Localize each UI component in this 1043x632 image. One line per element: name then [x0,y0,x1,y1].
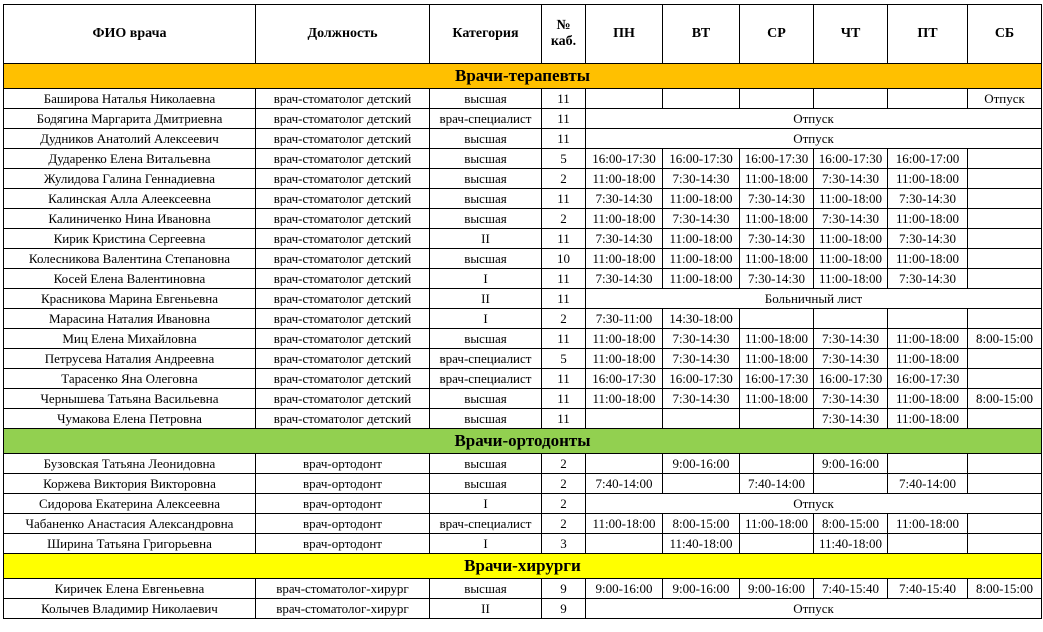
shift-fri: 7:30-14:30 [888,229,968,249]
shift-thu: 8:00-15:00 [814,514,888,534]
table-row [4,189,1042,209]
shift-sat: 8:00-15:00 [968,579,1042,599]
doctor-category: высшая [430,579,542,599]
shift-sat [968,249,1042,269]
room-number: 2 [542,309,586,329]
shift-thu: 16:00-17:30 [814,149,888,169]
shift-thu: 9:00-16:00 [814,454,888,474]
shift-mon [586,454,663,474]
table-row [4,109,1042,129]
doctor-category: врач-специалист [430,369,542,389]
shift-fri: 11:00-18:00 [888,209,968,229]
shift-sat [968,409,1042,429]
header-mon: ПН [586,5,663,64]
shift-wed: 16:00-17:30 [740,149,814,169]
shift-thu [814,309,888,329]
shift-wed: 11:00-18:00 [740,514,814,534]
doctor-name: Киричек Елена Евгеньевна [4,579,256,599]
table-row [4,309,1042,329]
section-title: Врачи-терапевты [4,64,1042,89]
doctor-position: врач-стоматолог детский [256,369,430,389]
table-row [4,369,1042,389]
shift-wed [740,89,814,109]
status-note: Отпуск [586,494,1042,514]
doctor-name: Миц Елена Михайловна [4,329,256,349]
shift-mon [586,534,663,554]
shift-tue: 7:30-14:30 [663,169,740,189]
table-row [4,349,1042,369]
shift-mon: 11:00-18:00 [586,169,663,189]
shift-sat [968,149,1042,169]
shift-fri: 11:00-18:00 [888,169,968,189]
doctor-position: врач-стоматолог детский [256,189,430,209]
shift-fri: 11:00-18:00 [888,389,968,409]
doctor-name: Колесникова Валентина Степановна [4,249,256,269]
doctor-position: врач-ортодонт [256,534,430,554]
table-row [4,229,1042,249]
table-row [4,149,1042,169]
doctor-category: высшая [430,209,542,229]
doctor-position: врач-стоматолог детский [256,149,430,169]
shift-wed: 7:30-14:30 [740,229,814,249]
doctor-category: врач-специалист [430,514,542,534]
room-number: 2 [542,454,586,474]
doctor-name: Красникова Марина Евгеньевна [4,289,256,309]
shift-tue: 7:30-14:30 [663,389,740,409]
doctor-category: II [430,229,542,249]
section-ortodonty-header [4,429,1042,454]
shift-mon: 7:30-14:30 [586,269,663,289]
shift-fri: 11:00-18:00 [888,349,968,369]
doctor-name: Дударенко Елена Витальевна [4,149,256,169]
table-row [4,269,1042,289]
header-room [542,5,586,64]
shift-thu [814,89,888,109]
shift-sat: 8:00-15:00 [968,389,1042,409]
doctor-category: I [430,534,542,554]
doctor-position: врач-стоматолог детский [256,209,430,229]
shift-tue: 16:00-17:30 [663,369,740,389]
shift-sat [968,454,1042,474]
shift-tue: 11:00-18:00 [663,189,740,209]
shift-fri: 11:00-18:00 [888,249,968,269]
doctor-category: I [430,494,542,514]
doctor-category: высшая [430,409,542,429]
shift-thu: 11:40-18:00 [814,534,888,554]
shift-mon: 7:30-14:30 [586,189,663,209]
shift-mon [586,409,663,429]
status-note: Отпуск [586,109,1042,129]
shift-mon [586,89,663,109]
shift-thu: 16:00-17:30 [814,369,888,389]
shift-mon: 11:00-18:00 [586,514,663,534]
status-note: Отпуск [586,599,1042,619]
doctor-position: врач-стоматолог детский [256,289,430,309]
header-room-label: № каб. [550,18,577,49]
doctor-name: Ширина Татьяна Григорьевна [4,534,256,554]
doctor-position: врач-стоматолог-хирург [256,599,430,619]
shift-wed: 11:00-18:00 [740,209,814,229]
shift-fri: 7:30-14:30 [888,269,968,289]
doctor-category: высшая [430,389,542,409]
doctor-category: высшая [430,129,542,149]
header-wed: СР [740,5,814,64]
room-number: 11 [542,229,586,249]
shift-thu: 7:30-14:30 [814,409,888,429]
shift-fri [888,89,968,109]
shift-sat [968,534,1042,554]
shift-wed: 9:00-16:00 [740,579,814,599]
table-row [4,579,1042,599]
room-number: 11 [542,189,586,209]
doctor-category: высшая [430,169,542,189]
room-number: 10 [542,249,586,269]
shift-sat: 8:00-15:00 [968,329,1042,349]
doctor-category: высшая [430,149,542,169]
shift-tue: 9:00-16:00 [663,454,740,474]
shift-thu: 11:00-18:00 [814,269,888,289]
shift-thu: 7:30-14:30 [814,329,888,349]
shift-mon: 16:00-17:30 [586,369,663,389]
table-row [4,389,1042,409]
doctor-position: врач-стоматолог детский [256,409,430,429]
doctor-position: врач-ортодонт [256,474,430,494]
table-row [4,249,1042,269]
room-number: 11 [542,129,586,149]
doctor-category: высшая [430,249,542,269]
doctor-position: врач-стоматолог детский [256,249,430,269]
shift-tue [663,474,740,494]
shift-fri [888,534,968,554]
schedule-body [4,64,1042,619]
doctor-category: высшая [430,474,542,494]
shift-fri: 16:00-17:00 [888,149,968,169]
doctor-position: врач-стоматолог детский [256,269,430,289]
shift-fri: 7:40-15:40 [888,579,968,599]
room-number: 2 [542,169,586,189]
shift-wed [740,309,814,329]
doctor-name: Бузовская Татьяна Леонидовна [4,454,256,474]
table-row [4,169,1042,189]
shift-thu [814,474,888,494]
doctor-name: Колычев Владимир Николаевич [4,599,256,619]
shift-wed: 11:00-18:00 [740,249,814,269]
shift-sat [968,349,1042,369]
shift-thu: 7:30-14:30 [814,349,888,369]
table-row [4,514,1042,534]
shift-fri: 11:00-18:00 [888,409,968,429]
shift-mon: 7:30-14:30 [586,229,663,249]
shift-mon: 7:40-14:00 [586,474,663,494]
shift-sat [968,514,1042,534]
doctor-position: врач-стоматолог детский [256,129,430,149]
doctor-category: II [430,599,542,619]
shift-wed: 11:00-18:00 [740,389,814,409]
doctor-position: врач-стоматолог-хирург [256,579,430,599]
header-tue: ВТ [663,5,740,64]
shift-wed: 7:30-14:30 [740,189,814,209]
doctor-position: врач-стоматолог детский [256,169,430,189]
shift-wed: 16:00-17:30 [740,369,814,389]
shift-sat [968,189,1042,209]
shift-mon: 7:30-11:00 [586,309,663,329]
shift-thu: 11:00-18:00 [814,249,888,269]
section-terapevty-header [4,64,1042,89]
room-number: 11 [542,269,586,289]
status-note: Отпуск [586,129,1042,149]
shift-sat [968,229,1042,249]
doctor-name: Косей Елена Валентиновна [4,269,256,289]
doctor-name: Тарасенко Яна Олеговна [4,369,256,389]
shift-wed: 11:00-18:00 [740,349,814,369]
doctor-category: врач-специалист [430,109,542,129]
shift-thu: 11:00-18:00 [814,189,888,209]
room-number: 11 [542,89,586,109]
header-category: Категория [430,5,542,64]
header-thu: ЧТ [814,5,888,64]
shift-wed [740,409,814,429]
table-row [4,494,1042,514]
doctor-name: Сидорова Екатерина Алексеевна [4,494,256,514]
shift-sat [968,474,1042,494]
doctor-name: Петрусева Наталия Андреевна [4,349,256,369]
doctor-category: I [430,309,542,329]
table-row [4,129,1042,149]
doctor-position: врач-стоматолог детский [256,329,430,349]
doctor-name: Бодягина Маргарита Дмитриевна [4,109,256,129]
shift-tue: 8:00-15:00 [663,514,740,534]
table-row [4,599,1042,619]
doctor-position: врач-стоматолог детский [256,389,430,409]
shift-sat [968,269,1042,289]
room-number: 2 [542,514,586,534]
header-sat: СБ [968,5,1042,64]
shift-tue: 7:30-14:30 [663,349,740,369]
table-row [4,209,1042,229]
shift-mon: 11:00-18:00 [586,249,663,269]
shift-wed [740,534,814,554]
shift-mon: 11:00-18:00 [586,329,663,349]
room-number: 5 [542,349,586,369]
doctor-name: Кирик Кристина Сергеевна [4,229,256,249]
doctor-position: врач-стоматолог детский [256,89,430,109]
table-row [4,329,1042,349]
doctor-name: Чабаненко Анастасия Александровна [4,514,256,534]
table-row [4,409,1042,429]
shift-mon: 11:00-18:00 [586,349,663,369]
shift-wed: 11:00-18:00 [740,329,814,349]
shift-wed: 7:40-14:00 [740,474,814,494]
shift-mon: 11:00-18:00 [586,389,663,409]
shift-fri [888,309,968,329]
doctor-name: Калинская Алла Алеексеевна [4,189,256,209]
doctor-position: врач-ортодонт [256,514,430,534]
shift-mon: 16:00-17:30 [586,149,663,169]
shift-fri: 11:00-18:00 [888,514,968,534]
shift-sat [968,309,1042,329]
doctor-name: Чумакова Елена Петровна [4,409,256,429]
shift-tue [663,409,740,429]
room-number: 11 [542,329,586,349]
doctor-category: высшая [430,454,542,474]
shift-wed [740,454,814,474]
header-row [4,5,1042,64]
schedule-table [3,4,1042,619]
doctor-position: врач-стоматолог детский [256,349,430,369]
doctor-position: врач-стоматолог детский [256,229,430,249]
doctor-category: II [430,289,542,309]
shift-tue [663,89,740,109]
header-position: Должность [256,5,430,64]
shift-tue: 7:30-14:30 [663,329,740,349]
shift-tue: 9:00-16:00 [663,579,740,599]
shift-fri: 11:00-18:00 [888,329,968,349]
header-fri: ПТ [888,5,968,64]
room-number: 9 [542,579,586,599]
doctor-name: Баширова Наталья Николаевна [4,89,256,109]
room-number: 11 [542,109,586,129]
shift-tue: 16:00-17:30 [663,149,740,169]
shift-wed: 7:30-14:30 [740,269,814,289]
shift-tue: 11:00-18:00 [663,249,740,269]
room-number: 9 [542,599,586,619]
shift-sat [968,209,1042,229]
doctor-category: высшая [430,329,542,349]
table-row [4,534,1042,554]
doctor-position: врач-ортодонт [256,454,430,474]
doctor-position: врач-ортодонт [256,494,430,514]
shift-thu: 7:30-14:30 [814,209,888,229]
section-title: Врачи-ортодонты [4,429,1042,454]
doctor-name: Дудников Анатолий Алексеевич [4,129,256,149]
shift-thu: 11:00-18:00 [814,229,888,249]
room-number: 11 [542,369,586,389]
section-title: Врачи-хирурги [4,554,1042,579]
shift-fri [888,454,968,474]
table-row [4,474,1042,494]
shift-sat [968,369,1042,389]
section-hirurgi-header [4,554,1042,579]
room-number: 2 [542,209,586,229]
shift-tue: 11:40-18:00 [663,534,740,554]
room-number: 5 [542,149,586,169]
doctor-position: врач-стоматолог детский [256,309,430,329]
shift-tue: 11:00-18:00 [663,229,740,249]
room-number: 11 [542,409,586,429]
doctor-name: Чернышева Татьяна Васильевна [4,389,256,409]
doctor-position: врач-стоматолог детский [256,109,430,129]
room-number: 11 [542,389,586,409]
room-number: 11 [542,289,586,309]
shift-tue: 11:00-18:00 [663,269,740,289]
shift-thu: 7:40-15:40 [814,579,888,599]
shift-mon: 11:00-18:00 [586,209,663,229]
status-note: Больничный лист [586,289,1042,309]
shift-tue: 14:30-18:00 [663,309,740,329]
doctor-name: Коржева Виктория Викторовна [4,474,256,494]
shift-tue: 7:30-14:30 [663,209,740,229]
table-row [4,454,1042,474]
table-row [4,289,1042,309]
doctor-category: I [430,269,542,289]
doctor-name: Жулидова Галина Геннадиевна [4,169,256,189]
header-name: ФИО врача [4,5,256,64]
room-number: 2 [542,494,586,514]
shift-thu: 7:30-14:30 [814,169,888,189]
shift-wed: 11:00-18:00 [740,169,814,189]
table-row [4,89,1042,109]
shift-thu: 7:30-14:30 [814,389,888,409]
doctor-category: высшая [430,89,542,109]
doctor-name: Марасина Наталия Ивановна [4,309,256,329]
doctor-category: врач-специалист [430,349,542,369]
shift-fri: 7:40-14:00 [888,474,968,494]
room-number: 2 [542,474,586,494]
shift-sat: Отпуск [968,89,1042,109]
room-number: 3 [542,534,586,554]
doctor-category: высшая [430,189,542,209]
shift-fri: 16:00-17:30 [888,369,968,389]
shift-sat [968,169,1042,189]
doctor-name: Калиниченко Нина Ивановна [4,209,256,229]
shift-fri: 7:30-14:30 [888,189,968,209]
shift-mon: 9:00-16:00 [586,579,663,599]
